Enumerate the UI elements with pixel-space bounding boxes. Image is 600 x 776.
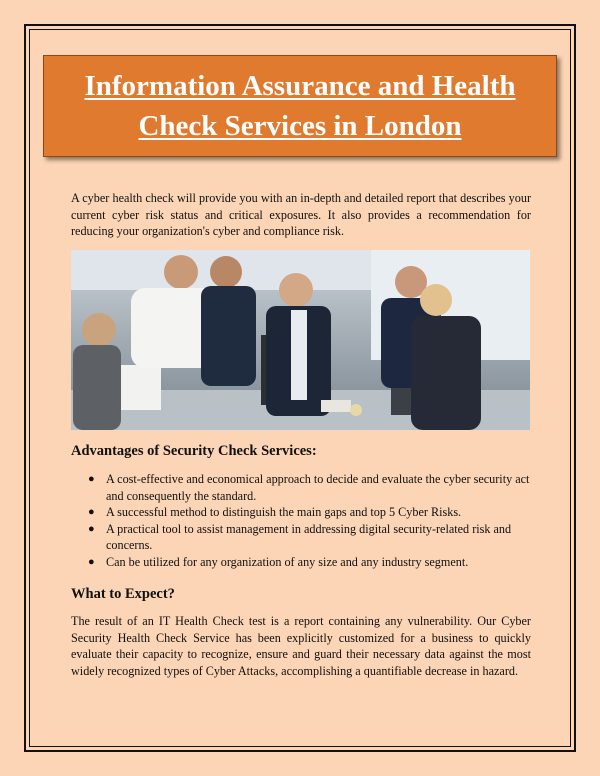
expect-paragraph: The result of an IT Health Check test is a report containing any vulnerability. Our Cyber Security Health Check Service has been explicitly customized for a business to quickly evaluate their capacity to recognize, ensure and guard their necessary data against the most widely recognized types of Cyber Attacks, accomplishing a quantifiable decrease in hazard. — [71, 614, 531, 678]
advantages-list — [71, 471, 546, 570]
bullet-icon: ● — [88, 522, 95, 535]
list-item-text: A successful method to distinguish the main gaps and top 5 Cyber Risks. — [106, 505, 462, 519]
expect-heading: What to Expect? — [71, 586, 175, 602]
list-item — [88, 504, 546, 521]
list-item-text: A cost-effective and economical approach to decide and evaluate the cyber security act and consequently the standard. — [106, 472, 530, 503]
list-item — [88, 471, 546, 504]
intro-paragraph: A cyber health check will provide you with an in-depth and detailed report that describes your current cyber risk status and critical exposures. It also provides a recommendation for reducing your organization's cyber and compliance risk. — [71, 191, 531, 238]
team-meeting-photo — [71, 250, 530, 430]
list-item-text: A practical tool to assist management in addressing digital security-related risk and concerns. — [106, 521, 512, 552]
page-title: Information Assurance and Health Check Services in London — [84, 70, 516, 142]
list-item — [88, 554, 546, 571]
advantages-heading: Advantages of Security Check Services: — [71, 443, 317, 459]
list-item-text: Can be utilized for any organization of any size and any industry segment. — [106, 554, 469, 569]
list-item — [88, 521, 546, 554]
title-banner — [43, 55, 557, 157]
bullet-icon: ● — [88, 473, 95, 485]
bullet-icon: ● — [88, 506, 95, 518]
bullet-icon: ● — [88, 555, 95, 568]
